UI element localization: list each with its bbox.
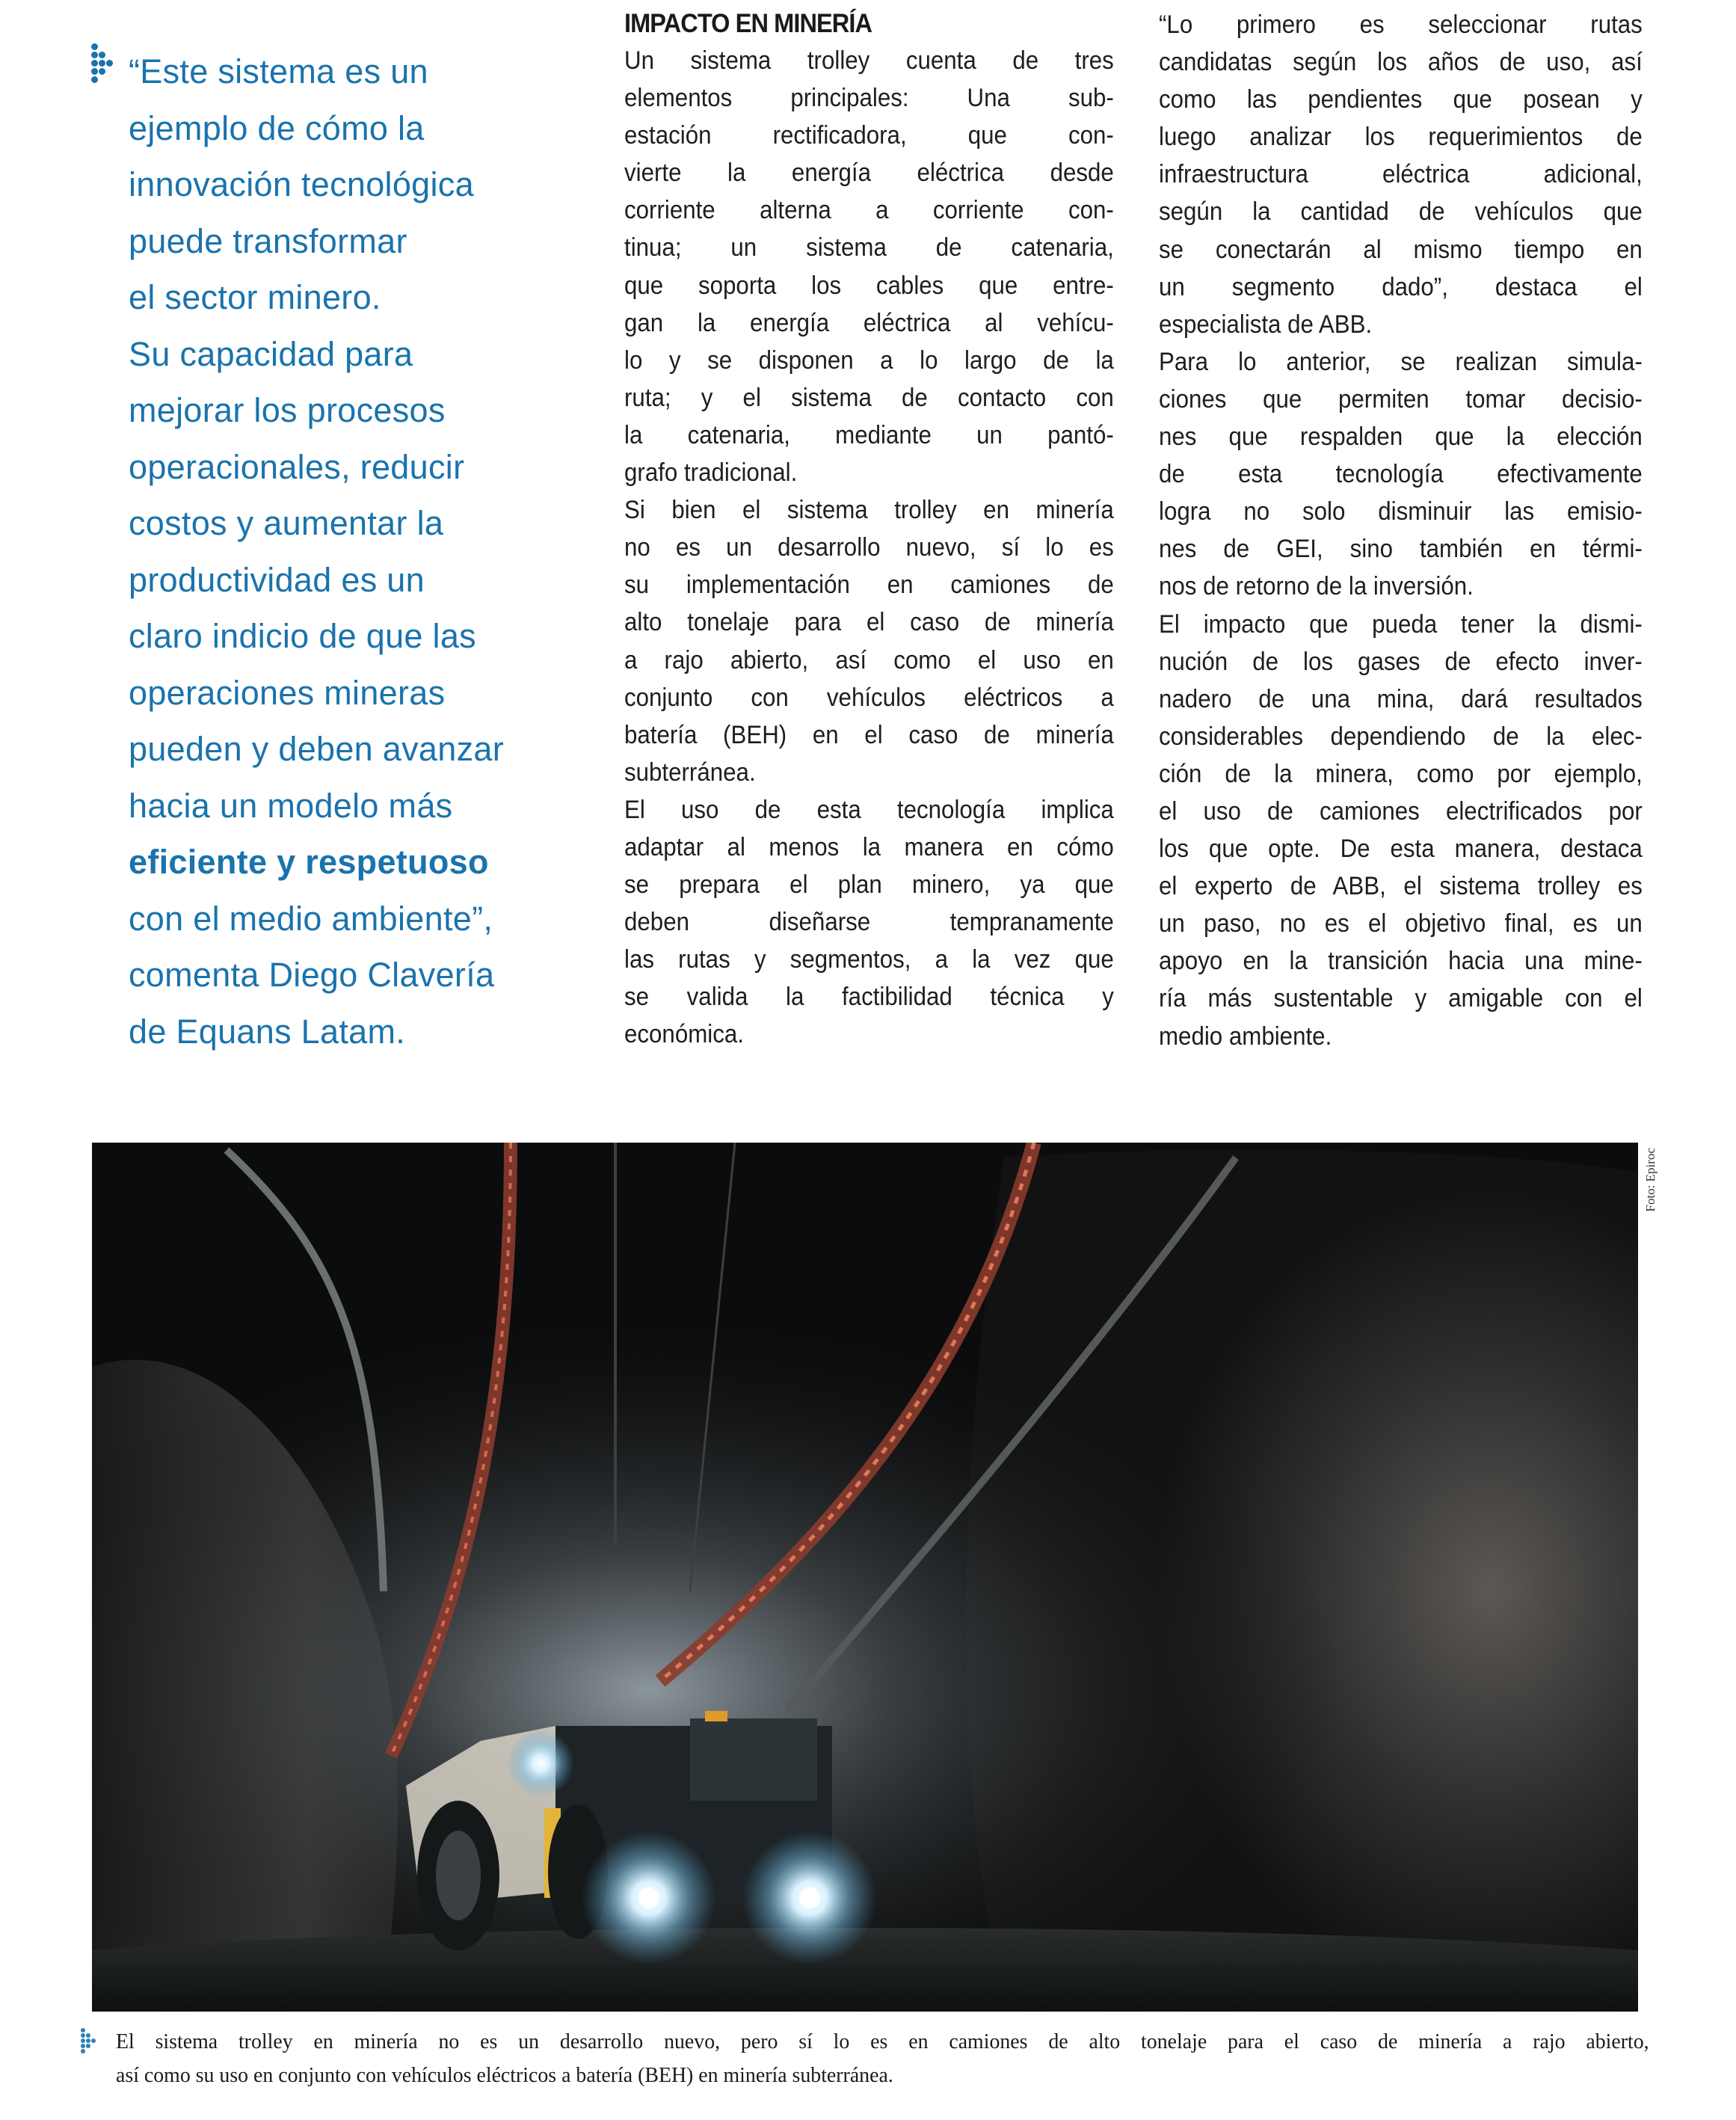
quote-line: ejemplo de cómo la — [129, 108, 425, 147]
dotted-arrow-icon — [81, 2028, 96, 2056]
quote-line: de Equans Latam. — [129, 1012, 406, 1051]
text-line: así como su uso en conjunto con vehículos eléctricos a batería (BEH) en minería subterránea. — [116, 2063, 893, 2087]
text-line: candidatas según los años de uso, así — [1159, 48, 1643, 77]
text-line: como las pendientes que posean y — [1159, 85, 1643, 114]
quote-line: operaciones mineras — [129, 673, 446, 712]
quote-line: el sector minero. — [129, 278, 381, 316]
quote-line: costos y aumentar la — [129, 504, 444, 542]
pull-quote-text — [129, 43, 607, 1060]
text-line: considerables dependiendo de la elec- — [1159, 722, 1643, 751]
text-line: según la cantidad de vehículos que — [1159, 197, 1643, 227]
text-line: “Lo primero es seleccionar rutas — [1159, 10, 1643, 39]
quote-line: mejorar los procesos — [129, 391, 446, 429]
text-line: se conectarán al mismo tiempo en — [1159, 235, 1643, 264]
text-line: económica. — [624, 1020, 744, 1049]
text-line: de esta tecnología efectivamente — [1159, 460, 1643, 489]
text-line: un segmento dado”, destaca el — [1159, 272, 1643, 301]
text-line: subterránea. — [624, 758, 756, 787]
text-line: grafo tradicional. — [624, 458, 798, 488]
text-line: corriente alterna a corriente con- — [624, 196, 1114, 225]
mine-tunnel-photo — [92, 1143, 1638, 2012]
text-line: alto tonelaje para el caso de minería — [624, 608, 1114, 637]
text-line: vierte la energía eléctrica desde — [624, 159, 1114, 188]
quote-line: pueden y deben avanzar — [129, 730, 504, 768]
text-line: nes de GEI, sino también en térmi- — [1159, 535, 1643, 564]
text-line: el experto de ABB, el sistema trolley es — [1159, 872, 1643, 901]
text-line: tinua; un sistema de catenaria, — [624, 233, 1114, 262]
text-line: conjunto con vehículos eléctricos a — [624, 683, 1114, 712]
text-line: no es un desarrollo nuevo, sí lo es — [624, 533, 1114, 562]
text-line: lo y se disponen a lo largo de la — [624, 345, 1114, 375]
text-line: El impacto que pueda tener la dismi- — [1159, 609, 1643, 639]
text-line: nes que respalden que la elección — [1159, 423, 1643, 452]
text-line: el uso de camiones electrificados por — [1159, 796, 1643, 826]
quote-line: puede transformar — [129, 221, 407, 260]
quote-line: innovación tecnológica — [129, 165, 474, 203]
text-line: El uso de esta tecnología implica — [624, 795, 1114, 824]
dotted-arrow-icon — [91, 43, 114, 85]
text-line: Para lo anterior, se realizan simula- — [1159, 347, 1643, 376]
text-line: ría más sustentable y amigable con el — [1159, 984, 1643, 1013]
text-line: la catenaria, mediante un pantó- — [624, 420, 1114, 449]
text-line: gan la energía eléctrica al vehícu- — [624, 308, 1114, 337]
text-line: nución de los gases de efecto inver- — [1159, 647, 1643, 676]
quote-line: productividad es un — [129, 560, 425, 599]
text-line: adaptar al menos la manera en cómo — [624, 832, 1114, 861]
text-line: luego analizar los requerimientos de — [1159, 123, 1643, 152]
text-line: ciones que permiten tomar decisio- — [1159, 384, 1643, 414]
quote-line: comenta Diego Clavería — [129, 956, 495, 994]
text-line: se prepara el plan minero, ya que — [624, 870, 1114, 900]
text-line: los que opte. De esta manera, destaca — [1159, 835, 1643, 864]
quote-line: claro indicio de que las — [129, 617, 476, 655]
article-column-2 — [624, 6, 1115, 1054]
text-line: apoyo en la transición hacia una mine- — [1159, 947, 1643, 976]
tunnel-scene — [92, 1143, 1638, 2012]
column-2-body — [624, 42, 1115, 1054]
text-line: infraestructura eléctrica adicional, — [1159, 160, 1643, 189]
text-line: ruta; y el sistema de contacto con — [624, 383, 1114, 412]
quote-line-emphasis: eficiente y respetuoso — [129, 843, 489, 881]
text-line: Un sistema trolley cuenta de tres — [624, 46, 1114, 75]
text-line: Si bien el sistema trolley en minería — [624, 496, 1114, 525]
text-line: batería (BEH) en el caso de minería — [624, 720, 1114, 749]
text-line: especialista de ABB. — [1159, 310, 1373, 339]
text-line: deben diseñarse tempranamente — [624, 908, 1114, 937]
quote-line: con el medio ambiente”, — [129, 899, 493, 938]
section-heading: IMPACTO EN MINERÍA — [624, 9, 872, 38]
text-line: que soporta los cables que entre- — [624, 271, 1114, 300]
column-3-body — [1159, 6, 1643, 1055]
quote-line: “Este sistema es un — [129, 52, 428, 90]
text-line: medio ambiente. — [1159, 1021, 1332, 1051]
text-line: elementos principales: Una sub- — [624, 84, 1114, 113]
text-line: logra no solo disminuir las emisio- — [1159, 497, 1643, 526]
quote-line: operacionales, reducir — [129, 447, 465, 486]
text-line: nos de retorno de la inversión. — [1159, 572, 1474, 601]
text-line: un paso, no es el objetivo final, es un — [1159, 909, 1643, 938]
quote-line: Su capacidad para — [129, 334, 413, 373]
text-line: El sistema trolley en minería no es un desarrollo nuevo, pero sí lo es en camiones de alto tonelaje para el caso de minería a rajo abierto, — [116, 2030, 1649, 2053]
photo-credit: Foto: Epiroc — [1643, 1148, 1657, 1212]
article-column-3 — [1159, 6, 1643, 1055]
text-line: su implementación en camiones de — [624, 571, 1114, 600]
text-line: estación rectificadora, que con- — [624, 121, 1114, 150]
text-line: ción de la minera, como por ejemplo, — [1159, 759, 1643, 788]
text-line: a rajo abierto, así como el uso en — [624, 645, 1114, 675]
text-line: las rutas y segmentos, a la vez que — [624, 945, 1114, 974]
quote-line: hacia un modelo más — [129, 786, 453, 825]
text-line: se valida la factibilidad técnica y — [624, 983, 1114, 1012]
caption-text — [116, 2025, 1649, 2092]
text-line: nadero de una mina, dará resultados — [1159, 684, 1643, 713]
